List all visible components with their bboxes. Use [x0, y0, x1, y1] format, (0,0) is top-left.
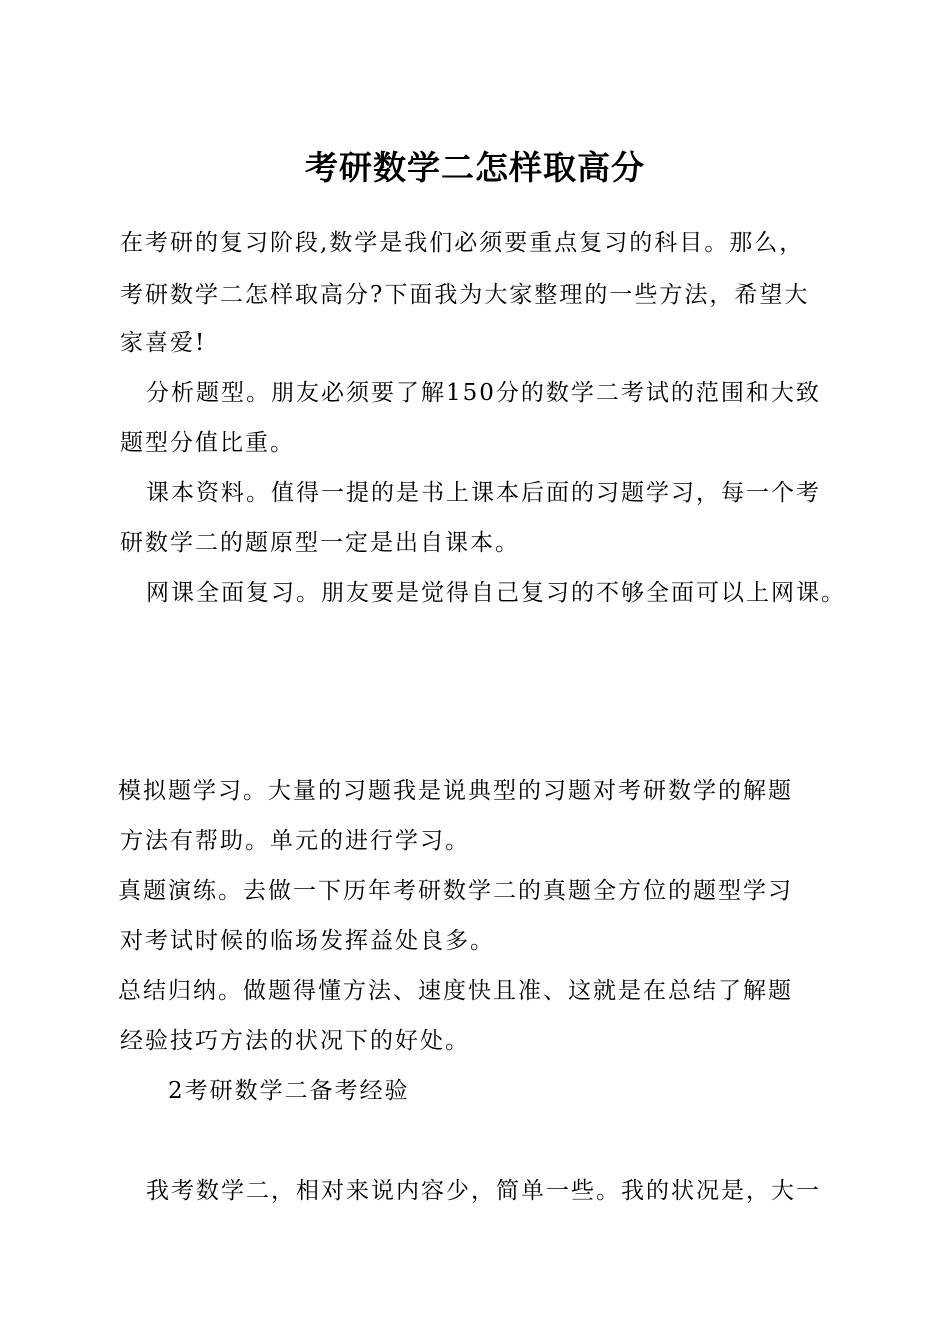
- paragraph-mock-line-1: 模拟题学习。大量的习题我是说典型的习题对考研数学的解题: [118, 778, 793, 804]
- paragraph-real-exam-line-2: 对考试时候的临场发挥益处良多。: [120, 928, 495, 954]
- paragraph-textbook-line-2: 研数学二的题原型一定是出自课本。: [120, 530, 520, 556]
- paragraph-experience-line-1: 我考数学二，相对来说内容少，简单一些。我的状况是，大一: [146, 1178, 821, 1204]
- paragraph-analysis-line-1: 分析题型。朋友必须要了解150分的数学二考试的范围和大致: [146, 380, 821, 406]
- document-title: 考研数学二怎样取高分: [305, 148, 645, 187]
- section-heading: 2考研数学二备考经验: [168, 1078, 410, 1104]
- paragraph-mock-line-2: 方法有帮助。单元的进行学习。: [120, 828, 470, 854]
- intro-line-1: 在考研的复习阶段,数学是我们必须要重点复习的科目。那么，: [120, 230, 805, 256]
- intro-line-3: 家喜爱!: [120, 330, 207, 356]
- paragraph-summary-line-2: 经验技巧方法的状况下的好处。: [120, 1028, 470, 1054]
- paragraph-analysis-line-2: 题型分值比重。: [120, 430, 295, 456]
- paragraph-summary-line-1: 总结归纳。做题得懂方法、速度快且准、这就是在总结了解题: [118, 978, 793, 1004]
- intro-line-2: 考研数学二怎样取高分?下面我为大家整理的一些方法，希望大: [120, 282, 810, 308]
- paragraph-textbook-line-1: 课本资料。值得一提的是书上课本后面的习题学习，每一个考: [146, 480, 821, 506]
- paragraph-online-course: 网课全面复习。朋友要是觉得自己复习的不够全面可以上网课。: [146, 580, 846, 606]
- paragraph-real-exam-line-1: 真题演练。去做一下历年考研数学二的真题全方位的题型学习: [118, 878, 793, 904]
